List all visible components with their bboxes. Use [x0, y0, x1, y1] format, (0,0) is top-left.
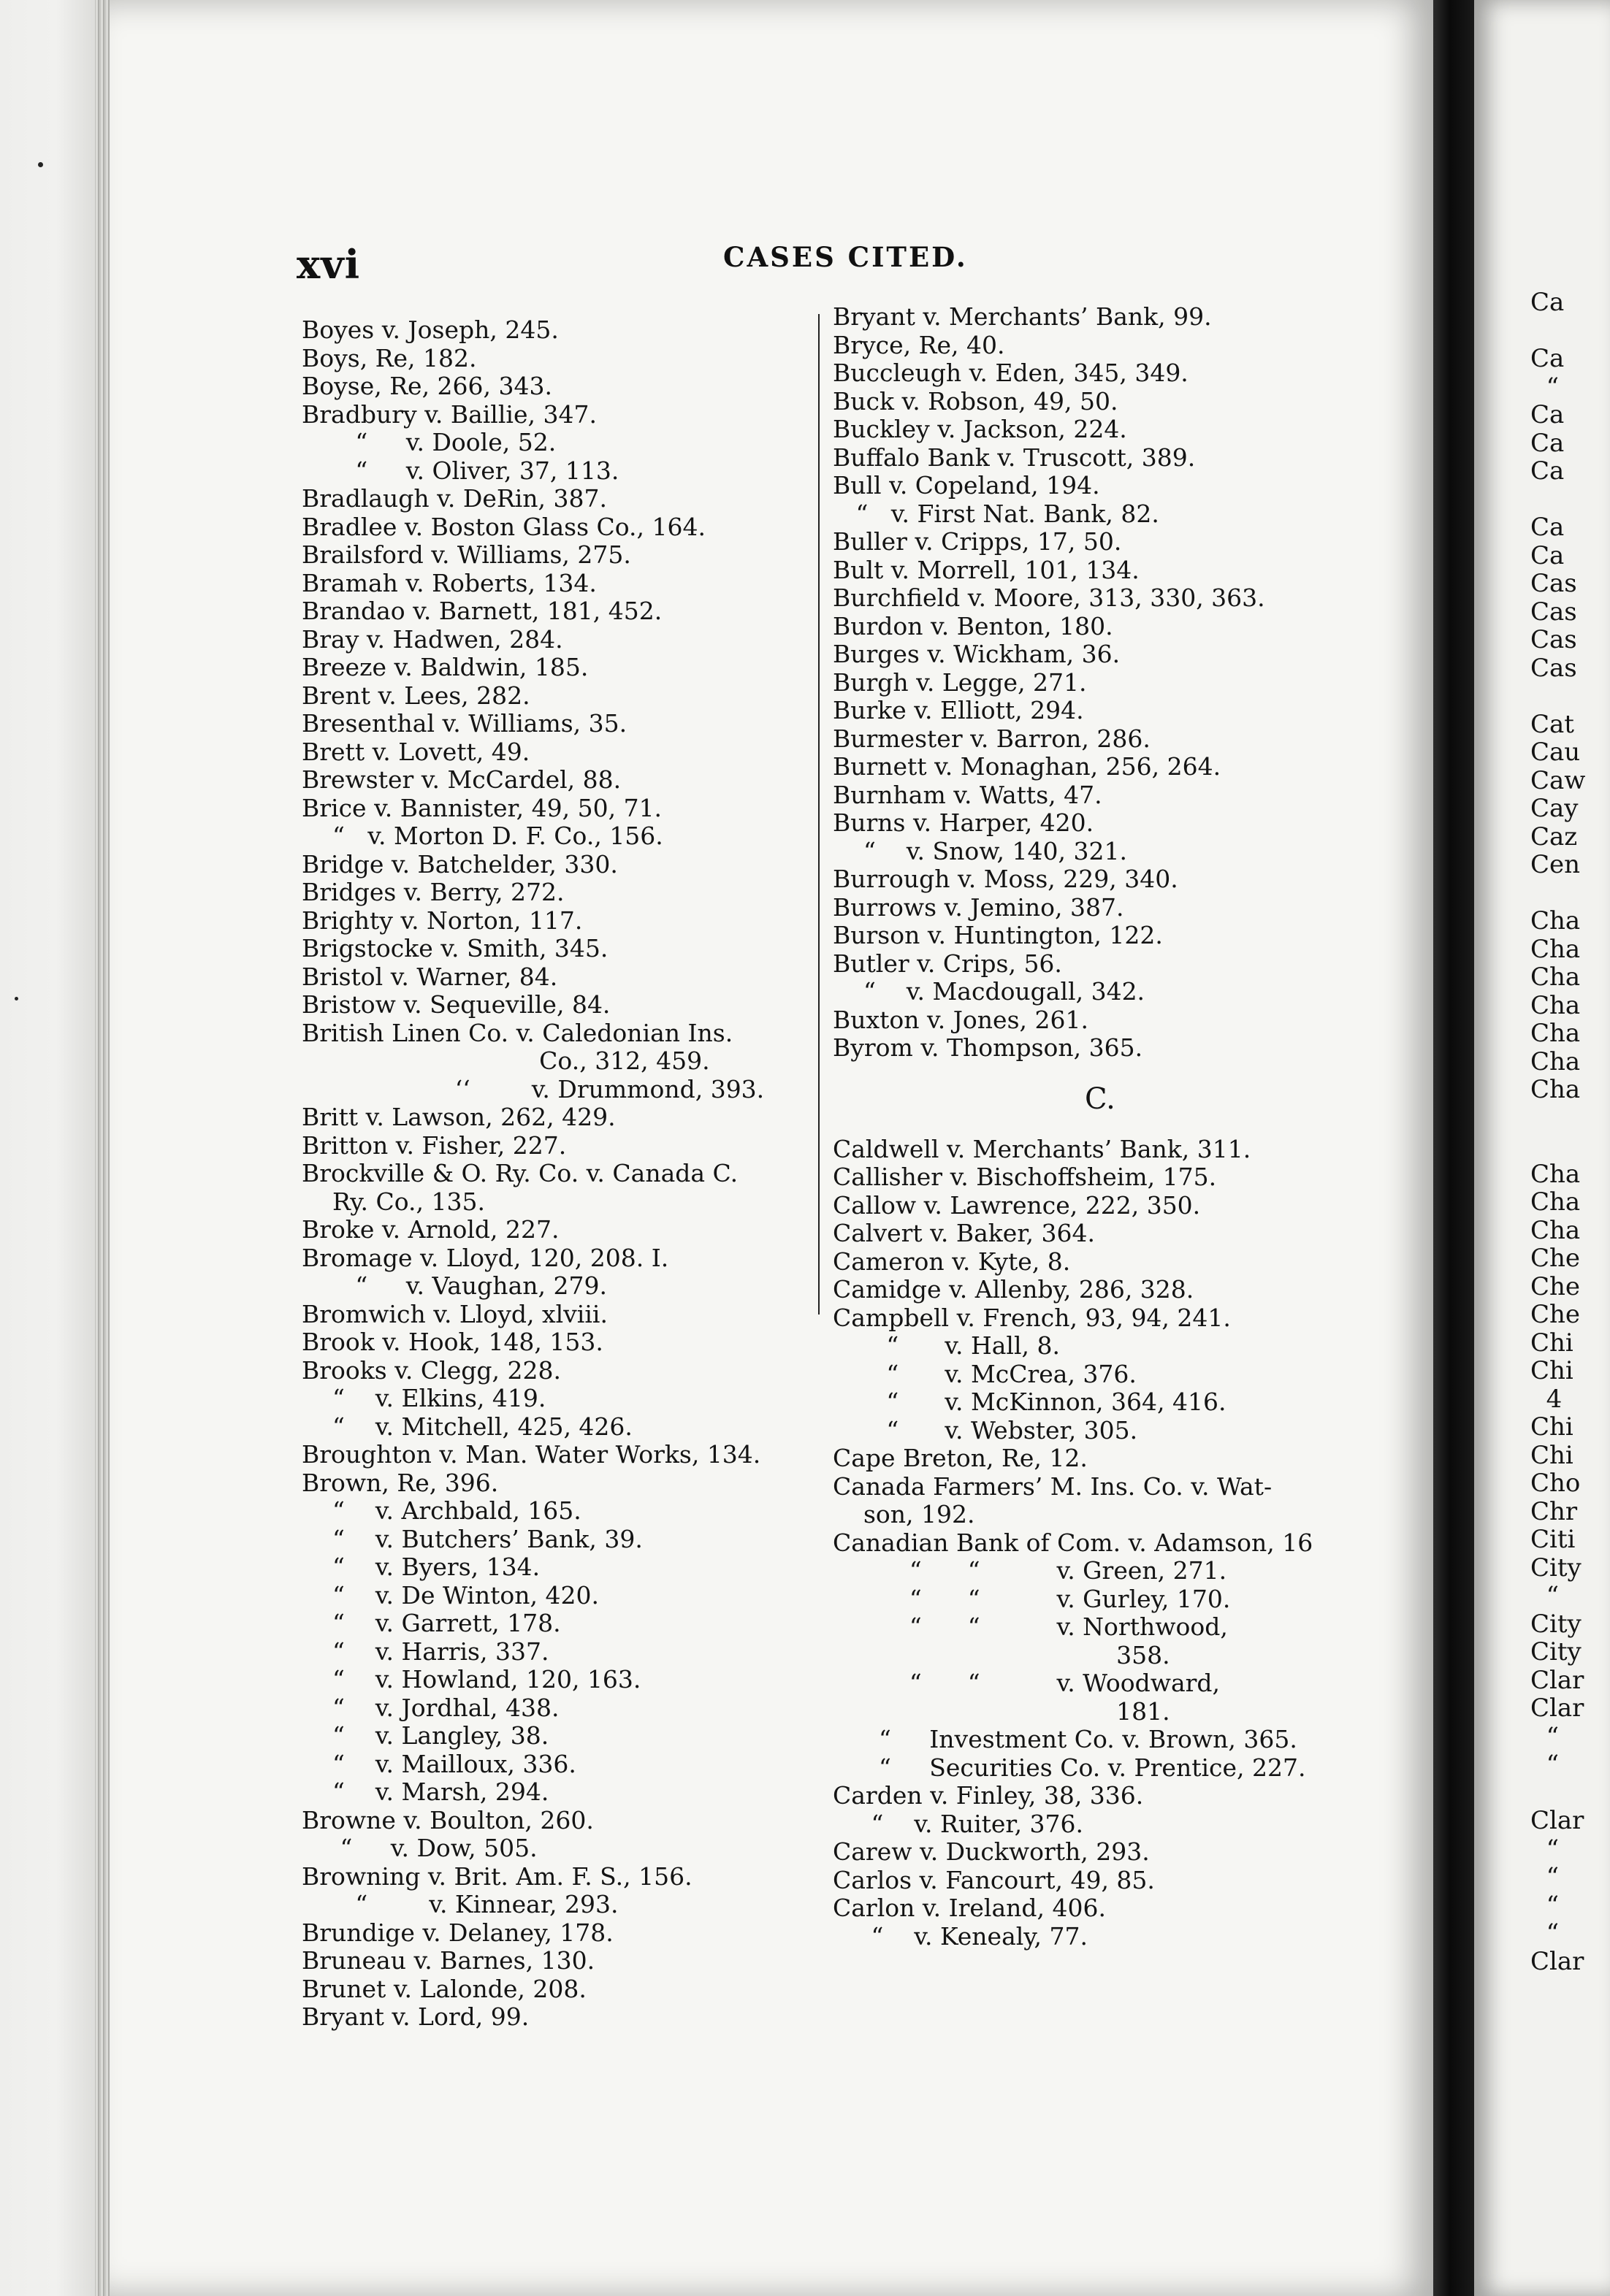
- page-stack-edge: [95, 0, 111, 2296]
- facing-page-fragment: Che: [1530, 1244, 1581, 1273]
- index-entry: Burrows v. Jemino, 387.: [833, 892, 1124, 922]
- facing-page-fragment: Chi: [1530, 1356, 1573, 1385]
- index-entry: “ v. Jordhal, 438.: [302, 1693, 560, 1722]
- index-entry: Bryant v. Merchants’ Bank, 99.: [833, 302, 1212, 331]
- scan-background-left: [0, 0, 102, 2296]
- index-entry: “ v. Kinnear, 293.: [302, 1890, 619, 1918]
- facing-page-fragment: Ca: [1530, 288, 1565, 317]
- facing-page-fragment: “: [1530, 1834, 1559, 1864]
- index-entry: “ v. Doole, 52.: [302, 428, 557, 456]
- index-entry: Bruneau v. Barnes, 130.: [302, 1946, 595, 1975]
- index-entry: “ v. De Winton, 420.: [302, 1580, 599, 1610]
- index-entry: “ v. Ruiter, 376.: [833, 1809, 1084, 1838]
- facing-page-fragment: Cau: [1530, 738, 1581, 767]
- index-entry: Bresenthal v. Williams, 35.: [302, 709, 627, 738]
- index-entry: “ v. Marsh, 294.: [302, 1778, 549, 1806]
- index-entry: “ v. Kenealy, 77.: [833, 1921, 1088, 1951]
- index-entry: Britt v. Lawson, 262, 429.: [302, 1103, 616, 1131]
- index-entry: Bull v. Copeland, 194.: [833, 471, 1100, 500]
- index-entry: Buccleugh v. Eden, 345, 349.: [833, 359, 1189, 387]
- facing-page-fragment: Ca: [1530, 428, 1565, 458]
- index-entry: Brown, Re, 396.: [302, 1468, 499, 1497]
- facing-page-fragment: Chi: [1530, 1412, 1573, 1442]
- facing-page-fragment: “: [1530, 1918, 1559, 1948]
- facing-page-fragment: “: [1530, 372, 1559, 402]
- index-entry: Bridge v. Batchelder, 330.: [302, 849, 618, 879]
- facing-page-fragment: City: [1530, 1637, 1582, 1666]
- index-entry: Broughton v. Man. Water Works, 134.: [302, 1440, 761, 1469]
- index-entry: ‘‘ v. Drummond, 393.: [302, 1074, 765, 1103]
- facing-page-fragment: [1530, 1104, 1610, 1133]
- index-entry: Carlon v. Ireland, 406.: [833, 1894, 1106, 1922]
- facing-page-fragment: Cha: [1530, 1019, 1581, 1048]
- index-entry: Brandao v. Barnett, 181, 452.: [302, 597, 663, 625]
- index-entry: Buck v. Robson, 49, 50.: [833, 386, 1118, 416]
- index-entry: Brett v. Lovett, 49.: [302, 737, 530, 766]
- index-entry: “ Securities Co. v. Prentice, 227.: [833, 1753, 1306, 1782]
- facing-page-fragment: Cas: [1530, 625, 1577, 654]
- index-entry: Bradbury v. Baillie, 347.: [302, 399, 597, 429]
- facing-page-fragment: Cha: [1530, 1187, 1581, 1217]
- index-entry: “ v. Morton D. F. Co., 156.: [302, 822, 663, 850]
- index-entry: “ v. Mailloux, 336.: [302, 1749, 576, 1778]
- index-entry: “ v. Vaughan, 279.: [302, 1271, 607, 1300]
- index-entry: “ v. Elkins, 419.: [302, 1384, 546, 1412]
- index-entry: “ v. Hall, 8.: [833, 1331, 1060, 1360]
- index-entry: Canada Farmers’ M. Ins. Co. v. Wat-: [833, 1472, 1273, 1501]
- index-entry: Burrough v. Moss, 229, 340.: [833, 865, 1178, 893]
- facing-page-fragment: [1530, 1779, 1610, 1807]
- index-entry: Britton v. Fisher, 227.: [302, 1130, 567, 1160]
- facing-page-fragment: Chr: [1530, 1496, 1578, 1526]
- index-entry: “ v. Howland, 120, 163.: [302, 1665, 641, 1694]
- facing-page-fragment: Cas: [1530, 653, 1577, 683]
- index-entry: Cape Breton, Re, 12.: [833, 1444, 1088, 1472]
- facing-page-fragment: Caz: [1530, 822, 1578, 852]
- index-entry: Burges v. Wickham, 36.: [833, 640, 1121, 668]
- index-entry: Brice v. Bannister, 49, 50, 71.: [302, 793, 663, 822]
- index-entry: Co., 312, 459.: [302, 1046, 710, 1075]
- index-entry: Bromage v. Lloyd, 120, 208. I.: [302, 1243, 669, 1272]
- index-entry: Carew v. Duckworth, 293.: [833, 1837, 1150, 1866]
- index-entry: Canadian Bank of Com. v. Adamson, 16: [833, 1528, 1313, 1557]
- index-entry: Bray v. Hadwen, 284.: [302, 624, 563, 654]
- index-entry: “ v. McCrea, 376.: [833, 1359, 1137, 1388]
- index-entry: “ Investment Co. v. Brown, 365.: [833, 1725, 1297, 1753]
- index-entry: Calvert v. Baker, 364.: [833, 1219, 1095, 1247]
- index-entry: Burchfield v. Moore, 313, 330, 363.: [833, 583, 1265, 612]
- facing-page-fragment: Che: [1530, 1271, 1581, 1301]
- index-entry: Burmester v. Barron, 286.: [833, 724, 1151, 753]
- index-entry: Bridges v. Berry, 272.: [302, 878, 565, 906]
- index-entry: Bramah v. Roberts, 134.: [302, 568, 597, 597]
- index-entry: “ v. Oliver, 37, 113.: [302, 456, 619, 485]
- index-entry: Breeze v. Baldwin, 185.: [302, 653, 589, 681]
- index-entry: Burgh v. Legge, 271.: [833, 667, 1087, 697]
- index-entry: Burke v. Elliott, 294.: [833, 696, 1084, 724]
- index-entry: “ v. Snow, 140, 321.: [833, 836, 1127, 865]
- index-entry: “ v. Macdougall, 342.: [833, 977, 1145, 1006]
- facing-page-fragment: Cha: [1530, 1075, 1581, 1104]
- index-entry: Brailsford v. Williams, 275.: [302, 540, 631, 569]
- facing-page-fragment: [1530, 879, 1610, 908]
- index-entry: British Linen Co. v. Caledonian Ins.: [302, 1018, 733, 1047]
- index-entry: Cameron v. Kyte, 8.: [833, 1247, 1071, 1276]
- facing-page-fragment: Chi: [1530, 1328, 1573, 1358]
- facing-page-fragment: Caw: [1530, 765, 1586, 795]
- index-entry: 181.: [833, 1696, 1170, 1726]
- facing-page-fragment: Cha: [1530, 1046, 1581, 1076]
- page-number: xvi: [297, 241, 361, 288]
- index-entry: Browning v. Brit. Am. F. S., 156.: [302, 1861, 693, 1891]
- facing-page-fragment: [1530, 317, 1610, 345]
- index-entry: Buxton v. Jones, 261.: [833, 1005, 1088, 1034]
- facing-page-fragment: City: [1530, 1609, 1582, 1639]
- facing-page-fragment: Cha: [1530, 1159, 1581, 1189]
- index-entry: Caldwell v. Merchants’ Bank, 311.: [833, 1134, 1251, 1163]
- index-entry: Brighty v. Norton, 117.: [302, 906, 583, 935]
- facing-page-fragment: Cay: [1530, 794, 1579, 823]
- index-entry: Boyes v. Joseph, 245.: [302, 315, 559, 344]
- index-entry: Browne v. Boulton, 260.: [302, 1805, 594, 1834]
- facing-page-fragment: Clar: [1530, 1665, 1584, 1695]
- index-entry: “ “ v. Gurley, 170.: [833, 1584, 1231, 1613]
- facing-page-fragment: Cho: [1530, 1469, 1581, 1498]
- facing-page-fragment: “: [1530, 1750, 1559, 1779]
- index-entry: Carlos v. Fancourt, 49, 85.: [833, 1865, 1155, 1894]
- index-entry: “ “ v. Northwood,: [833, 1612, 1228, 1641]
- index-entry: 358.: [833, 1640, 1170, 1669]
- index-entry: Brigstocke v. Smith, 345.: [302, 934, 608, 963]
- index-entry: Brooks v. Clegg, 228.: [302, 1355, 561, 1385]
- facing-page-fragment: City: [1530, 1553, 1582, 1583]
- index-entry: Burnham v. Watts, 47.: [833, 780, 1102, 809]
- index-entry: Buller v. Cripps, 17, 50.: [833, 527, 1122, 556]
- facing-page-fragment: Clar: [1530, 1694, 1584, 1723]
- index-entry: Campbell v. French, 93, 94, 241.: [833, 1303, 1231, 1332]
- index-entry: Burson v. Huntington, 122.: [833, 921, 1163, 949]
- index-entry: Ry. Co., 135.: [302, 1187, 485, 1216]
- facing-page-fragment: Ca: [1530, 344, 1565, 373]
- facing-page-fragment: Ca: [1530, 513, 1565, 542]
- facing-page-fragment: [1530, 1132, 1610, 1160]
- section-letter: C.: [1085, 1082, 1115, 1116]
- facing-page-fragment: Ca: [1530, 456, 1565, 486]
- facing-page-fragment: Citi: [1530, 1525, 1576, 1554]
- facing-page-fragment: Che: [1530, 1300, 1581, 1329]
- facing-page-fragment: Cha: [1530, 1215, 1581, 1245]
- facing-page-fragment: Clar: [1530, 1806, 1584, 1835]
- index-entry: Brent v. Lees, 282.: [302, 681, 530, 710]
- index-entry: Brockville & O. Ry. Co. v. Canada C.: [302, 1159, 739, 1187]
- index-entry: “ v. McKinnon, 364, 416.: [833, 1388, 1226, 1416]
- left-column: [302, 316, 835, 2032]
- facing-page-fragment: Cen: [1530, 850, 1581, 879]
- index-entry: Bradlaugh v. DeRin, 387.: [302, 484, 607, 513]
- index-entry: “ v. Harris, 337.: [302, 1637, 549, 1666]
- index-entry: son, 192.: [833, 1500, 975, 1528]
- index-entry: “ v. Butchers’ Bank, 39.: [302, 1524, 643, 1553]
- index-entry: “ v. Mitchell, 425, 426.: [302, 1412, 633, 1441]
- facing-page-fragment: Cas: [1530, 597, 1577, 627]
- facing-page-fragment: “: [1530, 1890, 1559, 1920]
- facing-page-fragment: Clar: [1530, 1946, 1584, 1975]
- index-entry: Callow v. Lawrence, 222, 350.: [833, 1190, 1201, 1220]
- index-entry: Carden v. Finley, 38, 336.: [833, 1781, 1144, 1810]
- facing-page-fragment: Cha: [1530, 963, 1581, 992]
- index-entry: Bristol v. Warner, 84.: [302, 962, 558, 991]
- index-entry: Burdon v. Benton, 180.: [833, 611, 1113, 640]
- index-entry: Butler v. Crips, 56.: [833, 949, 1062, 978]
- facing-page-fragment: Chi: [1530, 1440, 1573, 1470]
- facing-page-fragment: Cha: [1530, 990, 1581, 1020]
- facing-page-fragments: [1530, 288, 1610, 1975]
- facing-page-fragment: Cha: [1530, 906, 1581, 935]
- index-entry: Broke v. Arnold, 227.: [302, 1215, 560, 1244]
- index-entry: Burnett v. Monaghan, 256, 264.: [833, 752, 1221, 781]
- index-entry: Bryce, Re, 40.: [833, 330, 1005, 359]
- index-entry: Bromwich v. Lloyd, xlviii.: [302, 1299, 608, 1328]
- facing-page-fragment: Cas: [1530, 569, 1577, 598]
- scan-speck: [38, 162, 43, 167]
- index-entry: Callisher v. Bischoffsheim, 175.: [833, 1163, 1217, 1191]
- facing-page-fragment: [1530, 682, 1610, 711]
- index-entry: Buckley v. Jackson, 224.: [833, 415, 1127, 443]
- index-entry: Byrom v. Thompson, 365.: [833, 1033, 1143, 1062]
- index-entry: Brook v. Hook, 148, 153.: [302, 1328, 603, 1356]
- index-entry: “ “ v. Green, 271.: [833, 1556, 1227, 1585]
- index-entry: Buffalo Bank v. Truscott, 389.: [833, 443, 1196, 472]
- index-entry: Brewster v. McCardel, 88.: [302, 765, 622, 794]
- index-entry: “ v. Garrett, 178.: [302, 1609, 561, 1637]
- index-entry: “ v. Webster, 305.: [833, 1415, 1138, 1444]
- facing-page-fragment: Ca: [1530, 400, 1565, 429]
- index-entry: Camidge v. Allenby, 286, 328.: [833, 1275, 1194, 1304]
- facing-page-fragment: 4: [1530, 1384, 1563, 1414]
- index-entry: Brundige v. Delaney, 178.: [302, 1918, 614, 1947]
- facing-page-fragment: [1530, 486, 1610, 514]
- index-entry: Brunet v. Lalonde, 208.: [302, 1974, 587, 2003]
- facing-page-fragment: “: [1530, 1581, 1559, 1610]
- facing-page-fragment: Cha: [1530, 934, 1581, 964]
- index-entry: Bryant v. Lord, 99.: [302, 2002, 530, 2031]
- page-title: CASES CITED.: [723, 241, 968, 273]
- index-entry: “ v. Archbald, 165.: [302, 1496, 581, 1525]
- right-column: [833, 303, 1395, 1951]
- index-entry: “ “ v. Woodward,: [833, 1669, 1221, 1697]
- index-entry: “ v. Byers, 134.: [302, 1553, 541, 1581]
- scan-speck: [15, 997, 18, 1000]
- index-entry: “ v. Langley, 38.: [302, 1721, 549, 1750]
- index-entry: Bradlee v. Boston Glass Co., 164.: [302, 512, 706, 541]
- index-entry: Bult v. Morrell, 101, 134.: [833, 555, 1140, 584]
- column-divider: [818, 314, 820, 1315]
- index-entry: Bristow v. Sequeville, 84.: [302, 990, 611, 1019]
- index-entry: “ v. Dow, 505.: [302, 1834, 538, 1862]
- book-gutter: [1433, 0, 1476, 2296]
- facing-page-fragment: Cat: [1530, 709, 1574, 739]
- facing-page-fragment: “: [1530, 1862, 1559, 1891]
- facing-page-fragment: “: [1530, 1721, 1559, 1751]
- facing-page-fragment: Ca: [1530, 540, 1565, 570]
- index-entry: Boyse, Re, 266, 343.: [302, 372, 553, 400]
- index-entry: “ v. First Nat. Bank, 82.: [833, 499, 1159, 528]
- index-entry: Boys, Re, 182.: [302, 343, 477, 372]
- index-entry: Burns v. Harper, 420.: [833, 808, 1094, 837]
